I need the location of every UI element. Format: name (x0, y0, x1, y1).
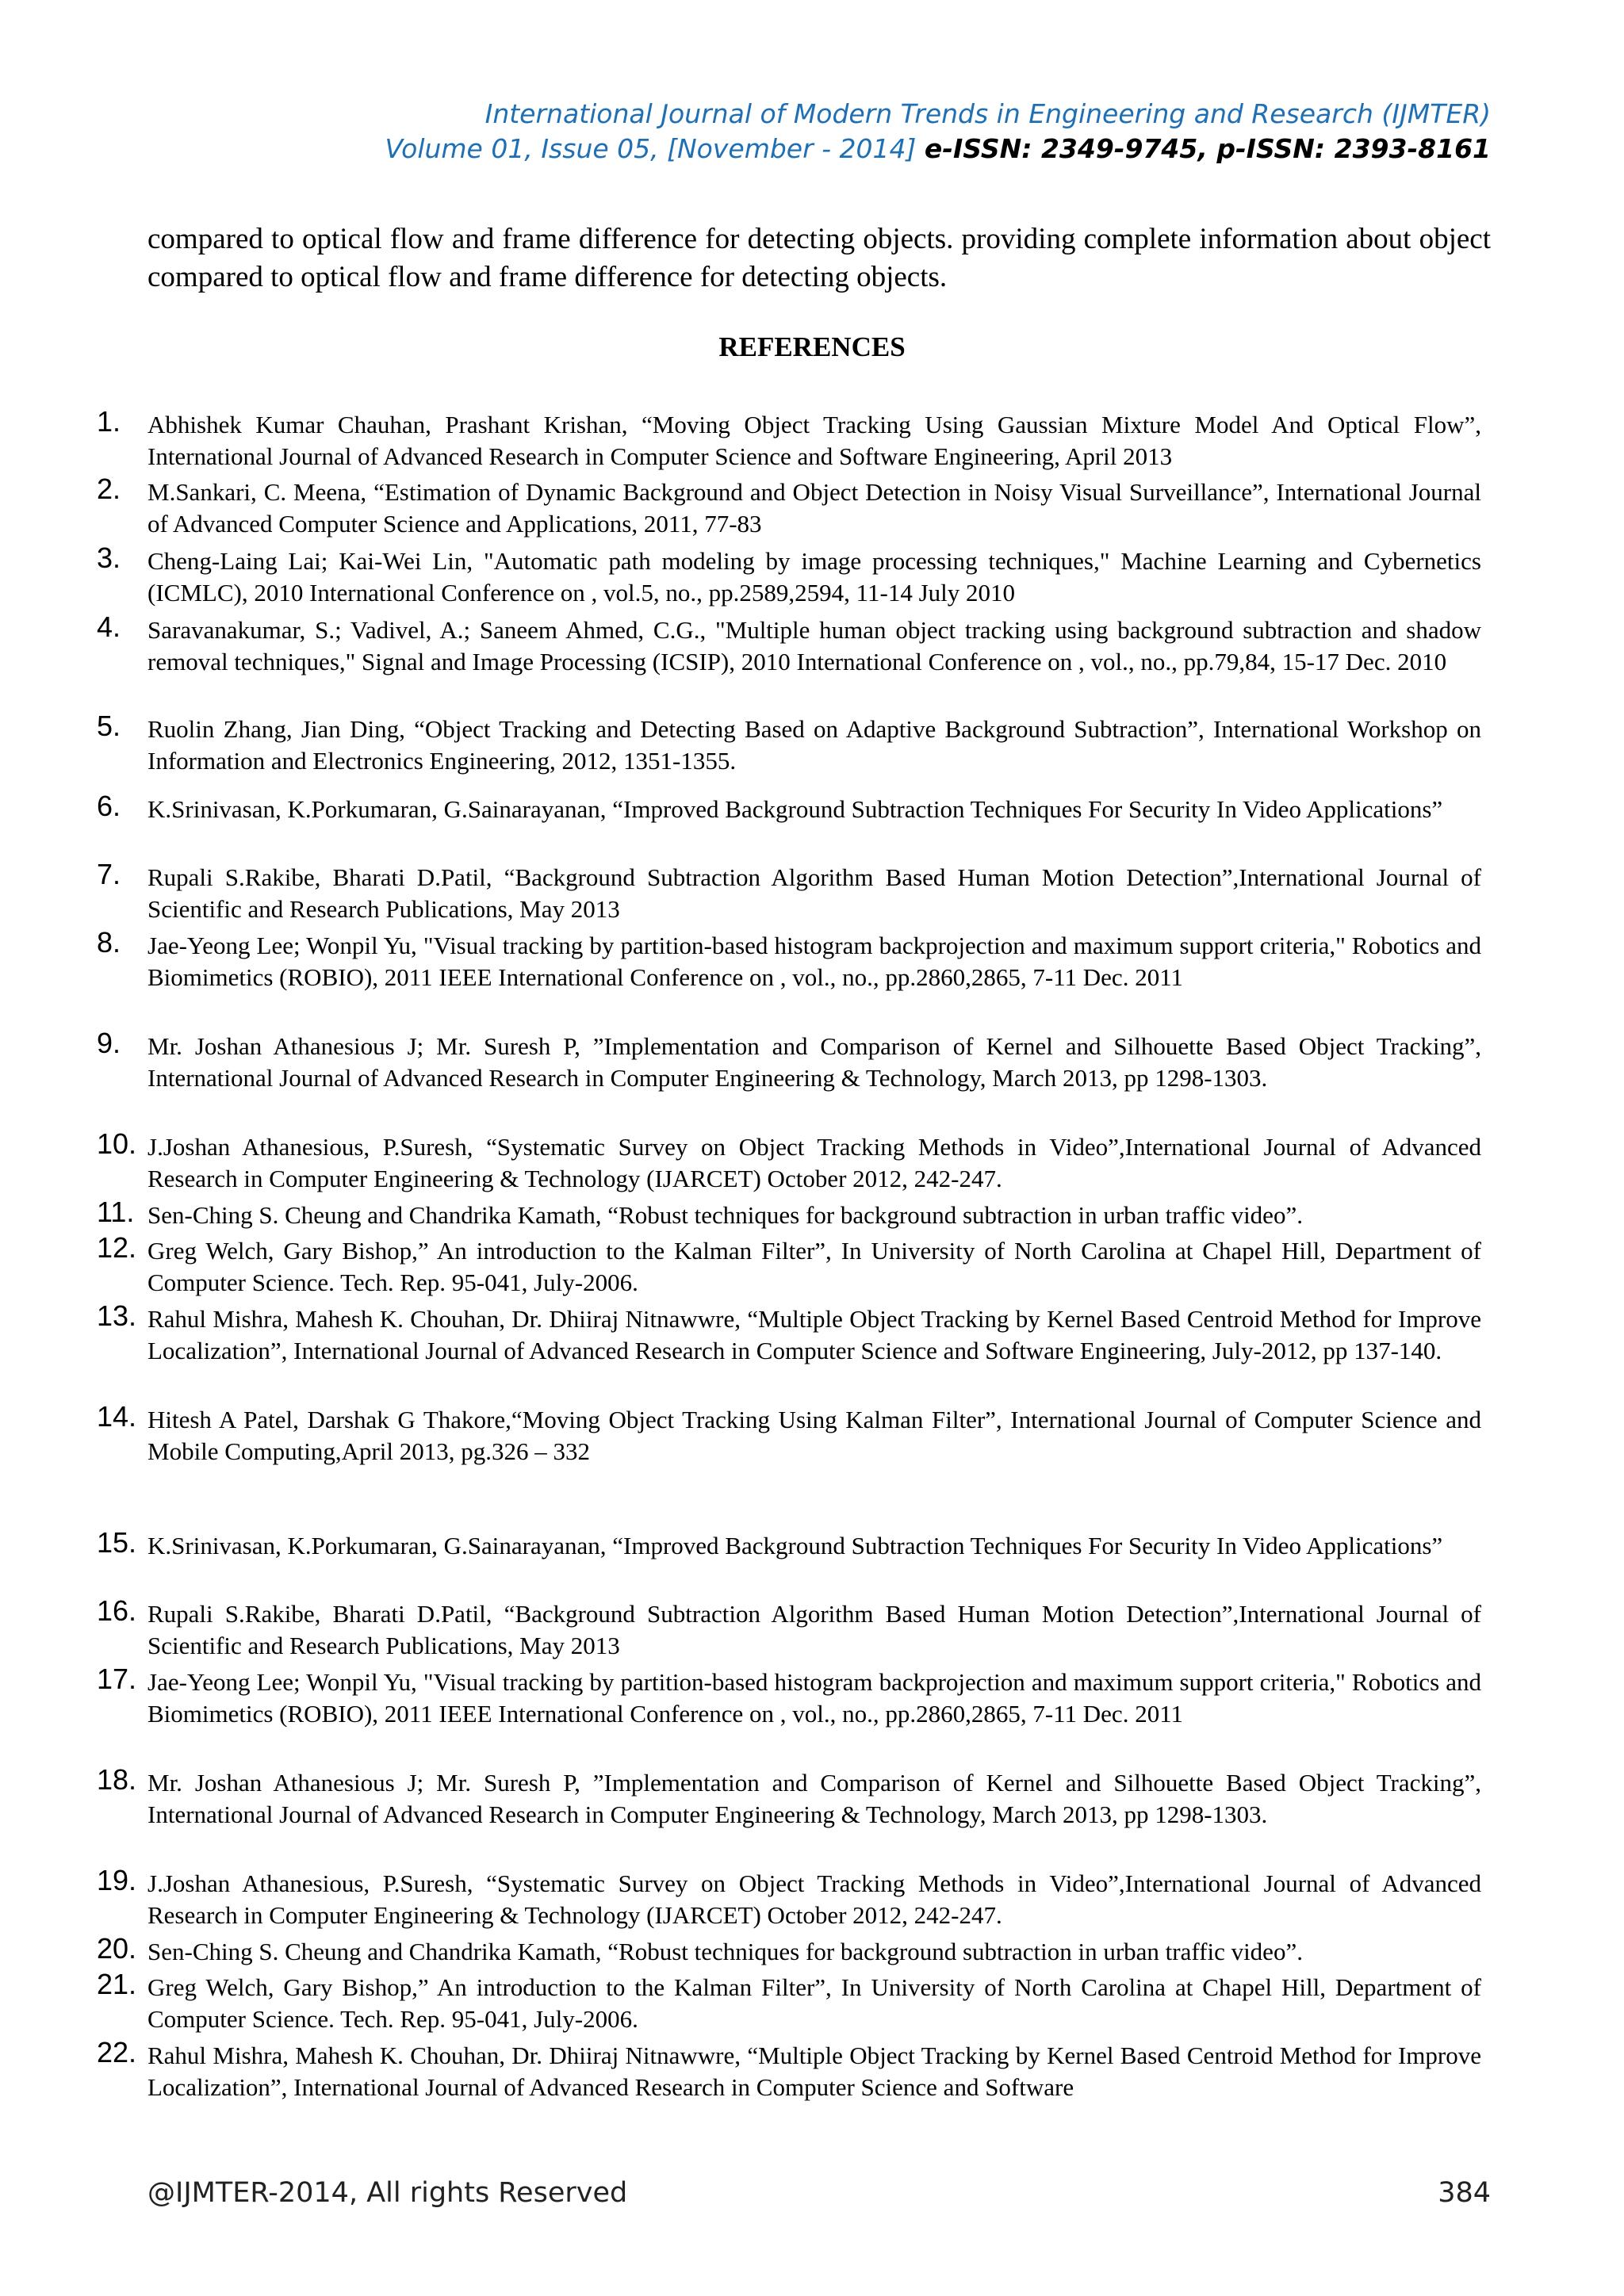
reference-number: 11. (97, 1196, 135, 1228)
reference-item (97, 610, 1481, 678)
reference-number: 10. (97, 1127, 137, 1160)
reference-item (97, 1763, 1481, 1831)
reference-number: 22. (97, 2036, 137, 2068)
reference-number: 19. (97, 1864, 137, 1896)
reference-item (97, 1299, 1481, 1367)
reference-item (97, 541, 1481, 609)
reference-text: K.Srinivasan, K.Porkumaran, G.Sainarayanan, “Improved Background Subtraction Techniques For Security In Video Applications” (147, 1532, 1443, 1559)
references-heading: REFERENCES (718, 331, 906, 362)
journal-issn: e-ISSN: 2349-9745, p-ISSN: 2393-8161 (924, 133, 1491, 164)
reference-item (97, 1968, 1481, 2035)
journal-volume-line (385, 132, 1492, 166)
reference-number: 20. (97, 1932, 137, 1965)
body-paragraph: compared to optical flow and frame difference for detecting objects. providing complete information about object compared to optical flow and frame difference for detecting objects. (147, 223, 1491, 293)
reference-item (97, 1196, 1481, 1231)
copyright-text: @IJMTER-2014, All rights Reserved (147, 2177, 628, 2209)
reference-number: 5. (97, 710, 121, 742)
reference-number: 21. (97, 1968, 137, 2000)
reference-item (97, 1526, 1481, 1562)
reference-number: 12. (97, 1231, 137, 1264)
reference-text: Rahul Mishra, Mahesh K. Chouhan, Dr. Dhiiraj Nitnawwre, “Multiple Object Tracking by Kernel Based Centroid Method for Improve Localization”, International Journal of Advanced Research in Computer Science and Software (147, 2042, 1481, 2101)
reference-number: 7. (97, 858, 121, 890)
reference-number: 17. (97, 1663, 137, 1695)
reference-item (97, 473, 1481, 540)
reference-number: 2. (97, 473, 121, 505)
reference-number: 15. (97, 1526, 137, 1559)
reference-item (97, 1594, 1481, 1662)
reference-number: 4. (97, 610, 121, 643)
reference-text: J.Joshan Athanesious, P.Suresh, “Systematic Survey on Object Tracking Methods in Video”,International Journal of Advanced Research in Computer Engineering & Technology (IJARCET) October 2012, 242-247. (147, 1869, 1481, 1929)
reference-text: Ruolin Zhang, Jian Ding, “Object Tracking and Detecting Based on Adaptive Background Subtraction”, International Workshop on Information and Electronics Engineering, 2012, 1351-1355. (147, 715, 1481, 775)
reference-number: 16. (97, 1594, 137, 1627)
reference-text: Greg Welch, Gary Bishop,” An introduction to the Kalman Filter”, In University of North Carolina at Chapel Hill, Department of Computer Science. Tech. Rep. 95-041, July-2006. (147, 1973, 1481, 2033)
reference-text: Hitesh A Patel, Darshak G Thakore,“Moving Object Tracking Using Kalman Filter”, International Journal of Computer Science and Mobile Computing,April 2013, pg.326 – 332 (147, 1406, 1481, 1465)
reference-text: Rupali S.Rakibe, Bharati D.Patil, “Background Subtraction Algorithm Based Human Motion Detection”,International Journal of Scientific and Research Publications, May 2013 (147, 863, 1481, 923)
reference-item (97, 710, 1481, 777)
journal-volume: Volume 01, Issue 05, [November - 2014] (385, 133, 917, 164)
page-footer (147, 2177, 1491, 2209)
reference-text: Mr. Joshan Athanesious J; Mr. Suresh P, ”Implementation and Comparison of Kernel and Silhouette Based Object Tracking”, International Journal of Advanced Research in Computer Engineering & Technology, March 2013, pp 1298-1303. (147, 1032, 1481, 1092)
reference-number: 9. (97, 1027, 121, 1059)
reference-number: 18. (97, 1763, 137, 1796)
reference-text: M.Sankari, C. Meena, “Estimation of Dynamic Background and Object Detection in Noisy Visual Surveillance”, International Journal of Advanced Computer Science and Applications, 2011, 77-83 (147, 478, 1481, 538)
reference-text: Abhishek Kumar Chauhan, Prashant Krishan, “Moving Object Tracking Using Gaussian Mixture Model And Optical Flow”, International Journal of Advanced Research in Computer Science and Software Engineering, April 2013 (147, 411, 1481, 470)
reference-item (97, 926, 1481, 993)
reference-item (97, 858, 1481, 925)
reference-number: 8. (97, 926, 121, 959)
reference-number: 14. (97, 1400, 137, 1433)
reference-item (97, 1027, 1481, 1094)
reference-item (97, 790, 1481, 825)
reference-item (97, 1663, 1481, 1730)
reference-item (97, 1127, 1481, 1195)
reference-item (97, 1400, 1481, 1468)
journal-header (385, 97, 1492, 166)
reference-text: Mr. Joshan Athanesious J; Mr. Suresh P, ”Implementation and Comparison of Kernel and Silhouette Based Object Tracking”, International Journal of Advanced Research in Computer Engineering & Technology, March 2013, pp 1298-1303. (147, 1769, 1481, 1828)
reference-number: 1. (97, 405, 121, 438)
journal-title: International Journal of Modern Trends in Engineering and Research (IJMTER) (485, 98, 1491, 129)
reference-text: Sen-Ching S. Cheung and Chandrika Kamath, “Robust techniques for background subtraction in urban traffic video”. (147, 1938, 1303, 1965)
reference-text: Rupali S.Rakibe, Bharati D.Patil, “Background Subtraction Algorithm Based Human Motion Detection”,International Journal of Scientific and Research Publications, May 2013 (147, 1600, 1481, 1659)
reference-item (97, 1231, 1481, 1299)
reference-text: J.Joshan Athanesious, P.Suresh, “Systematic Survey on Object Tracking Methods in Video”,International Journal of Advanced Research in Computer Engineering & Technology (IJARCET) October 2012, 242-247. (147, 1133, 1481, 1192)
reference-text: Greg Welch, Gary Bishop,” An introduction to the Kalman Filter”, In University of North Carolina at Chapel Hill, Department of Computer Science. Tech. Rep. 95-041, July-2006. (147, 1237, 1481, 1296)
reference-text: Jae-Yeong Lee; Wonpil Yu, "Visual tracking by partition-based histogram backprojection and maximum support criteria," Robotics and Biomimetics (ROBIO), 2011 IEEE International Conference on , vol., no., pp.2860,2865, 7-11 Dec. 2011 (147, 1668, 1481, 1728)
reference-number: 13. (97, 1299, 137, 1332)
reference-text: Rahul Mishra, Mahesh K. Chouhan, Dr. Dhiiraj Nitnawwre, “Multiple Object Tracking by Kernel Based Centroid Method for Improve Localization”, International Journal of Advanced Research in Computer Science and Software Engineering, July-2012, pp 137-140. (147, 1305, 1481, 1364)
reference-item (97, 2036, 1481, 2103)
reference-text: Saravanakumar, S.; Vadivel, A.; Saneem Ahmed, C.G., "Multiple human object tracking using background subtraction and shadow removal techniques," Signal and Image Processing (ICSIP), 2010 International Conference on , vol., no., pp.79,84, 15-17 Dec. 2010 (147, 616, 1481, 675)
reference-text: Cheng-Laing Lai; Kai-Wei Lin, "Automatic path modeling by image processing techniques," Machine Learning and Cybernetics (ICMLC), 2010 International Conference on , vol.5, no., pp.2589,2594, 11-14 July 2010 (147, 547, 1481, 607)
reference-number: 6. (97, 790, 121, 822)
reference-text: K.Srinivasan, K.Porkumaran, G.Sainarayanan, “Improved Background Subtraction Techniques For Security In Video Applications” (147, 795, 1443, 823)
page-number: 384 (1438, 2177, 1491, 2209)
reference-text: Jae-Yeong Lee; Wonpil Yu, "Visual tracking by partition-based histogram backprojection and maximum support criteria," Robotics and Biomimetics (ROBIO), 2011 IEEE International Conference on , vol., no., pp.2860,2865, 7-11 Dec. 2011 (147, 932, 1481, 991)
reference-text: Sen-Ching S. Cheung and Chandrika Kamath, “Robust techniques for background subtraction in urban traffic video”. (147, 1201, 1303, 1229)
reference-number: 3. (97, 541, 121, 574)
reference-item (97, 405, 1481, 473)
reference-item (97, 1864, 1481, 1931)
reference-item (97, 1932, 1481, 1968)
